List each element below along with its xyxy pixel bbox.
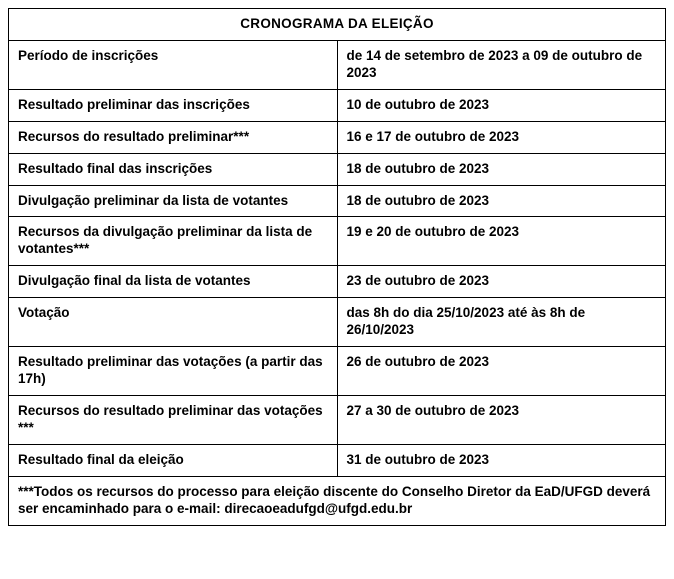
table-row xyxy=(9,266,666,298)
row-value: 31 de outubro de 2023 xyxy=(337,445,666,477)
row-label: Recursos da divulgação preliminar da lista de votantes*** xyxy=(9,217,338,266)
row-label: Resultado final das inscrições xyxy=(9,153,338,185)
row-value: 16 e 17 de outubro de 2023 xyxy=(337,121,666,153)
row-value: 18 de outubro de 2023 xyxy=(337,185,666,217)
row-label: Resultado preliminar das votações (a partir das 17h) xyxy=(9,347,338,396)
schedule-table-container xyxy=(8,8,666,526)
table-footnote-row xyxy=(9,477,666,526)
row-label: Recursos do resultado preliminar das votações *** xyxy=(9,396,338,445)
table-row xyxy=(9,217,666,266)
row-label: Resultado preliminar das inscrições xyxy=(9,89,338,121)
row-value: 26 de outubro de 2023 xyxy=(337,347,666,396)
table-row xyxy=(9,121,666,153)
row-value: 27 a 30 de outubro de 2023 xyxy=(337,396,666,445)
table-row xyxy=(9,153,666,185)
row-label: Divulgação final da lista de votantes xyxy=(9,266,338,298)
table-row xyxy=(9,89,666,121)
table-row xyxy=(9,445,666,477)
table-title-row xyxy=(9,9,666,41)
row-label: Divulgação preliminar da lista de votantes xyxy=(9,185,338,217)
row-label: Votação xyxy=(9,298,338,347)
row-label: Período de inscrições xyxy=(9,40,338,89)
table-row xyxy=(9,396,666,445)
footnote-text: ***Todos os recursos do processo para eleição discente do Conselho Diretor da EaD/UFGD deverá ser encaminhado para o e-mail: direcaoeadufgd@ufgd.edu.br xyxy=(9,477,666,526)
table-row xyxy=(9,298,666,347)
table-title: CRONOGRAMA DA ELEIÇÃO xyxy=(9,9,666,41)
table-row xyxy=(9,185,666,217)
row-label: Resultado final da eleição xyxy=(9,445,338,477)
table-row xyxy=(9,40,666,89)
row-value: das 8h do dia 25/10/2023 até às 8h de 26/10/2023 xyxy=(337,298,666,347)
schedule-table xyxy=(8,8,666,526)
row-value: 19 e 20 de outubro de 2023 xyxy=(337,217,666,266)
row-value: 23 de outubro de 2023 xyxy=(337,266,666,298)
row-value: de 14 de setembro de 2023 a 09 de outubro de 2023 xyxy=(337,40,666,89)
row-value: 18 de outubro de 2023 xyxy=(337,153,666,185)
table-row xyxy=(9,347,666,396)
row-value: 10 de outubro de 2023 xyxy=(337,89,666,121)
row-label: Recursos do resultado preliminar*** xyxy=(9,121,338,153)
